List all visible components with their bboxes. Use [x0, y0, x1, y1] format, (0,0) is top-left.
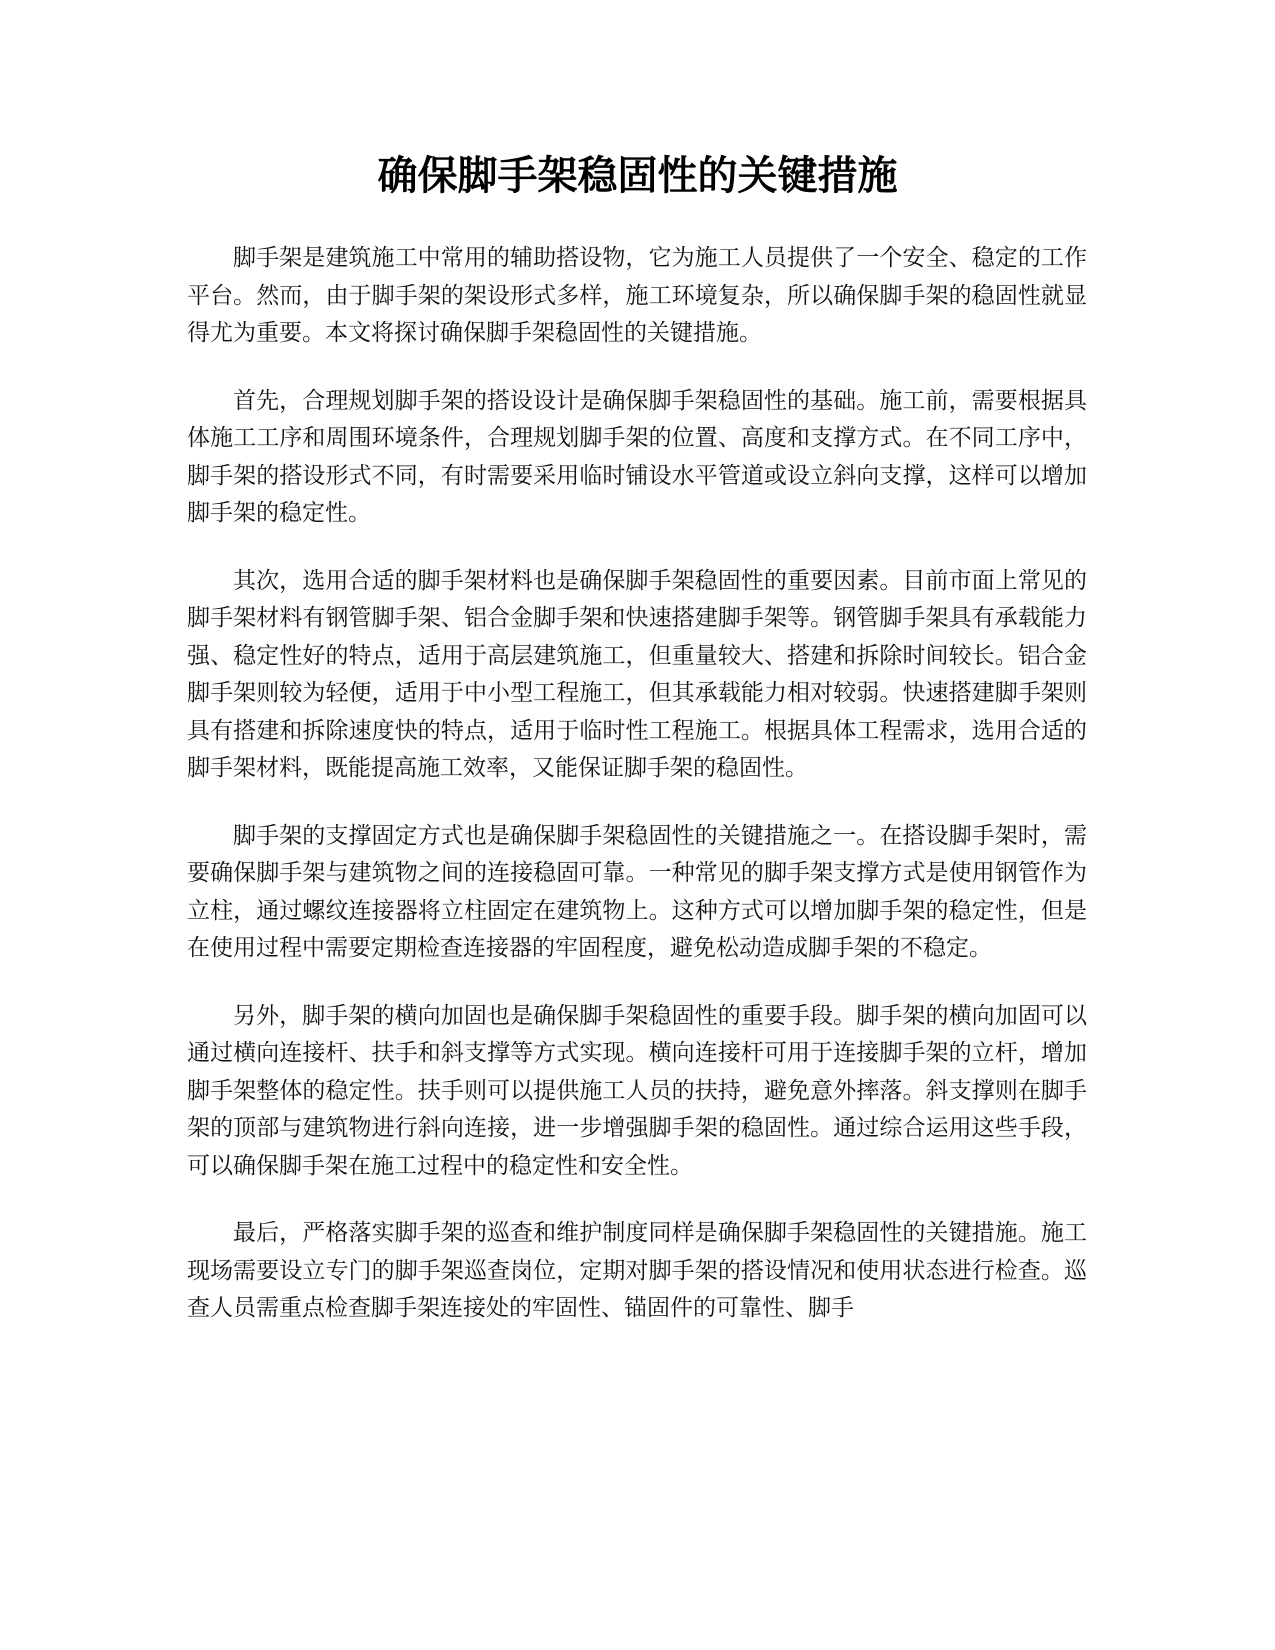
- document-body: [187, 240, 1087, 1358]
- paragraph-materials: 其次，选用合适的脚手架材料也是确保脚手架稳固性的重要因素。目前市面上常见的脚手架材料有钢管脚手架、铝合金脚手架和快速搭建脚手架等。钢管脚手架具有承载能力强、稳定性好的特点，适用于高层建筑施工，但重量较大、搭建和拆除时间较长。铝合金脚手架则较为轻便，适用于中小型工程施工，但其承载能力相对较弱。快速搭建脚手架则具有搭建和拆除速度快的特点，适用于临时性工程施工。根据具体工程需求，选用合适的脚手架材料，既能提高施工效率，又能保证脚手架的稳固性。: [187, 567, 1087, 781]
- paragraph-lateral-reinforcement: 另外，脚手架的横向加固也是确保脚手架稳固性的重要手段。脚手架的横向加固可以通过横向连接杆、扶手和斜支撑等方式实现。横向连接杆可用于连接脚手架的立杆，增加脚手架整体的稳定性。扶手则可以提供施工人员的扶持，避免意外摔落。斜支撑则在脚手架的顶部与建筑物进行斜向连接，进一步增强脚手架的稳固性。通过综合运用这些手段，可以确保脚手架在施工过程中的稳定性和安全性。: [187, 1002, 1087, 1179]
- paragraph-inspection: 最后，严格落实脚手架的巡查和维护制度同样是确保脚手架稳固性的关键措施。施工现场需要设立专门的脚手架巡查岗位，定期对脚手架的搭设情况和使用状态进行检查。巡查人员需重点检查脚手架连接处的牢固性、锚固件的可靠性、脚手: [187, 1220, 1087, 1321]
- paragraph-support-fixing: 脚手架的支撑固定方式也是确保脚手架稳固性的关键措施之一。在搭设脚手架时，需要确保脚手架与建筑物之间的连接稳固可靠。一种常见的脚手架支撑方式是使用钢管作为立柱，通过螺纹连接器将立柱固定在建筑物上。这种方式可以增加脚手架的稳定性，但是在使用过程中需要定期检查连接器的牢固程度，避免松动造成脚手架的不稳定。: [187, 822, 1087, 961]
- paragraph-intro: 脚手架是建筑施工中常用的辅助搭设物，它为施工人员提供了一个安全、稳定的工作平台。然而，由于脚手架的架设形式多样，施工环境复杂，所以确保脚手架的稳固性就显得尤为重要。本文将探讨确保脚手架稳固性的关键措施。: [187, 245, 1087, 346]
- document-title: 确保脚手架稳固性的关键措施: [377, 153, 898, 199]
- paragraph-planning: 首先，合理规划脚手架的搭设设计是确保脚手架稳固性的基础。施工前，需要根据具体施工工序和周围环境条件，合理规划脚手架的位置、高度和支撑方式。在不同工序中，脚手架的搭设形式不同，有时需要采用临时铺设水平管道或设立斜向支撑，这样可以增加脚手架的稳定性。: [187, 387, 1087, 526]
